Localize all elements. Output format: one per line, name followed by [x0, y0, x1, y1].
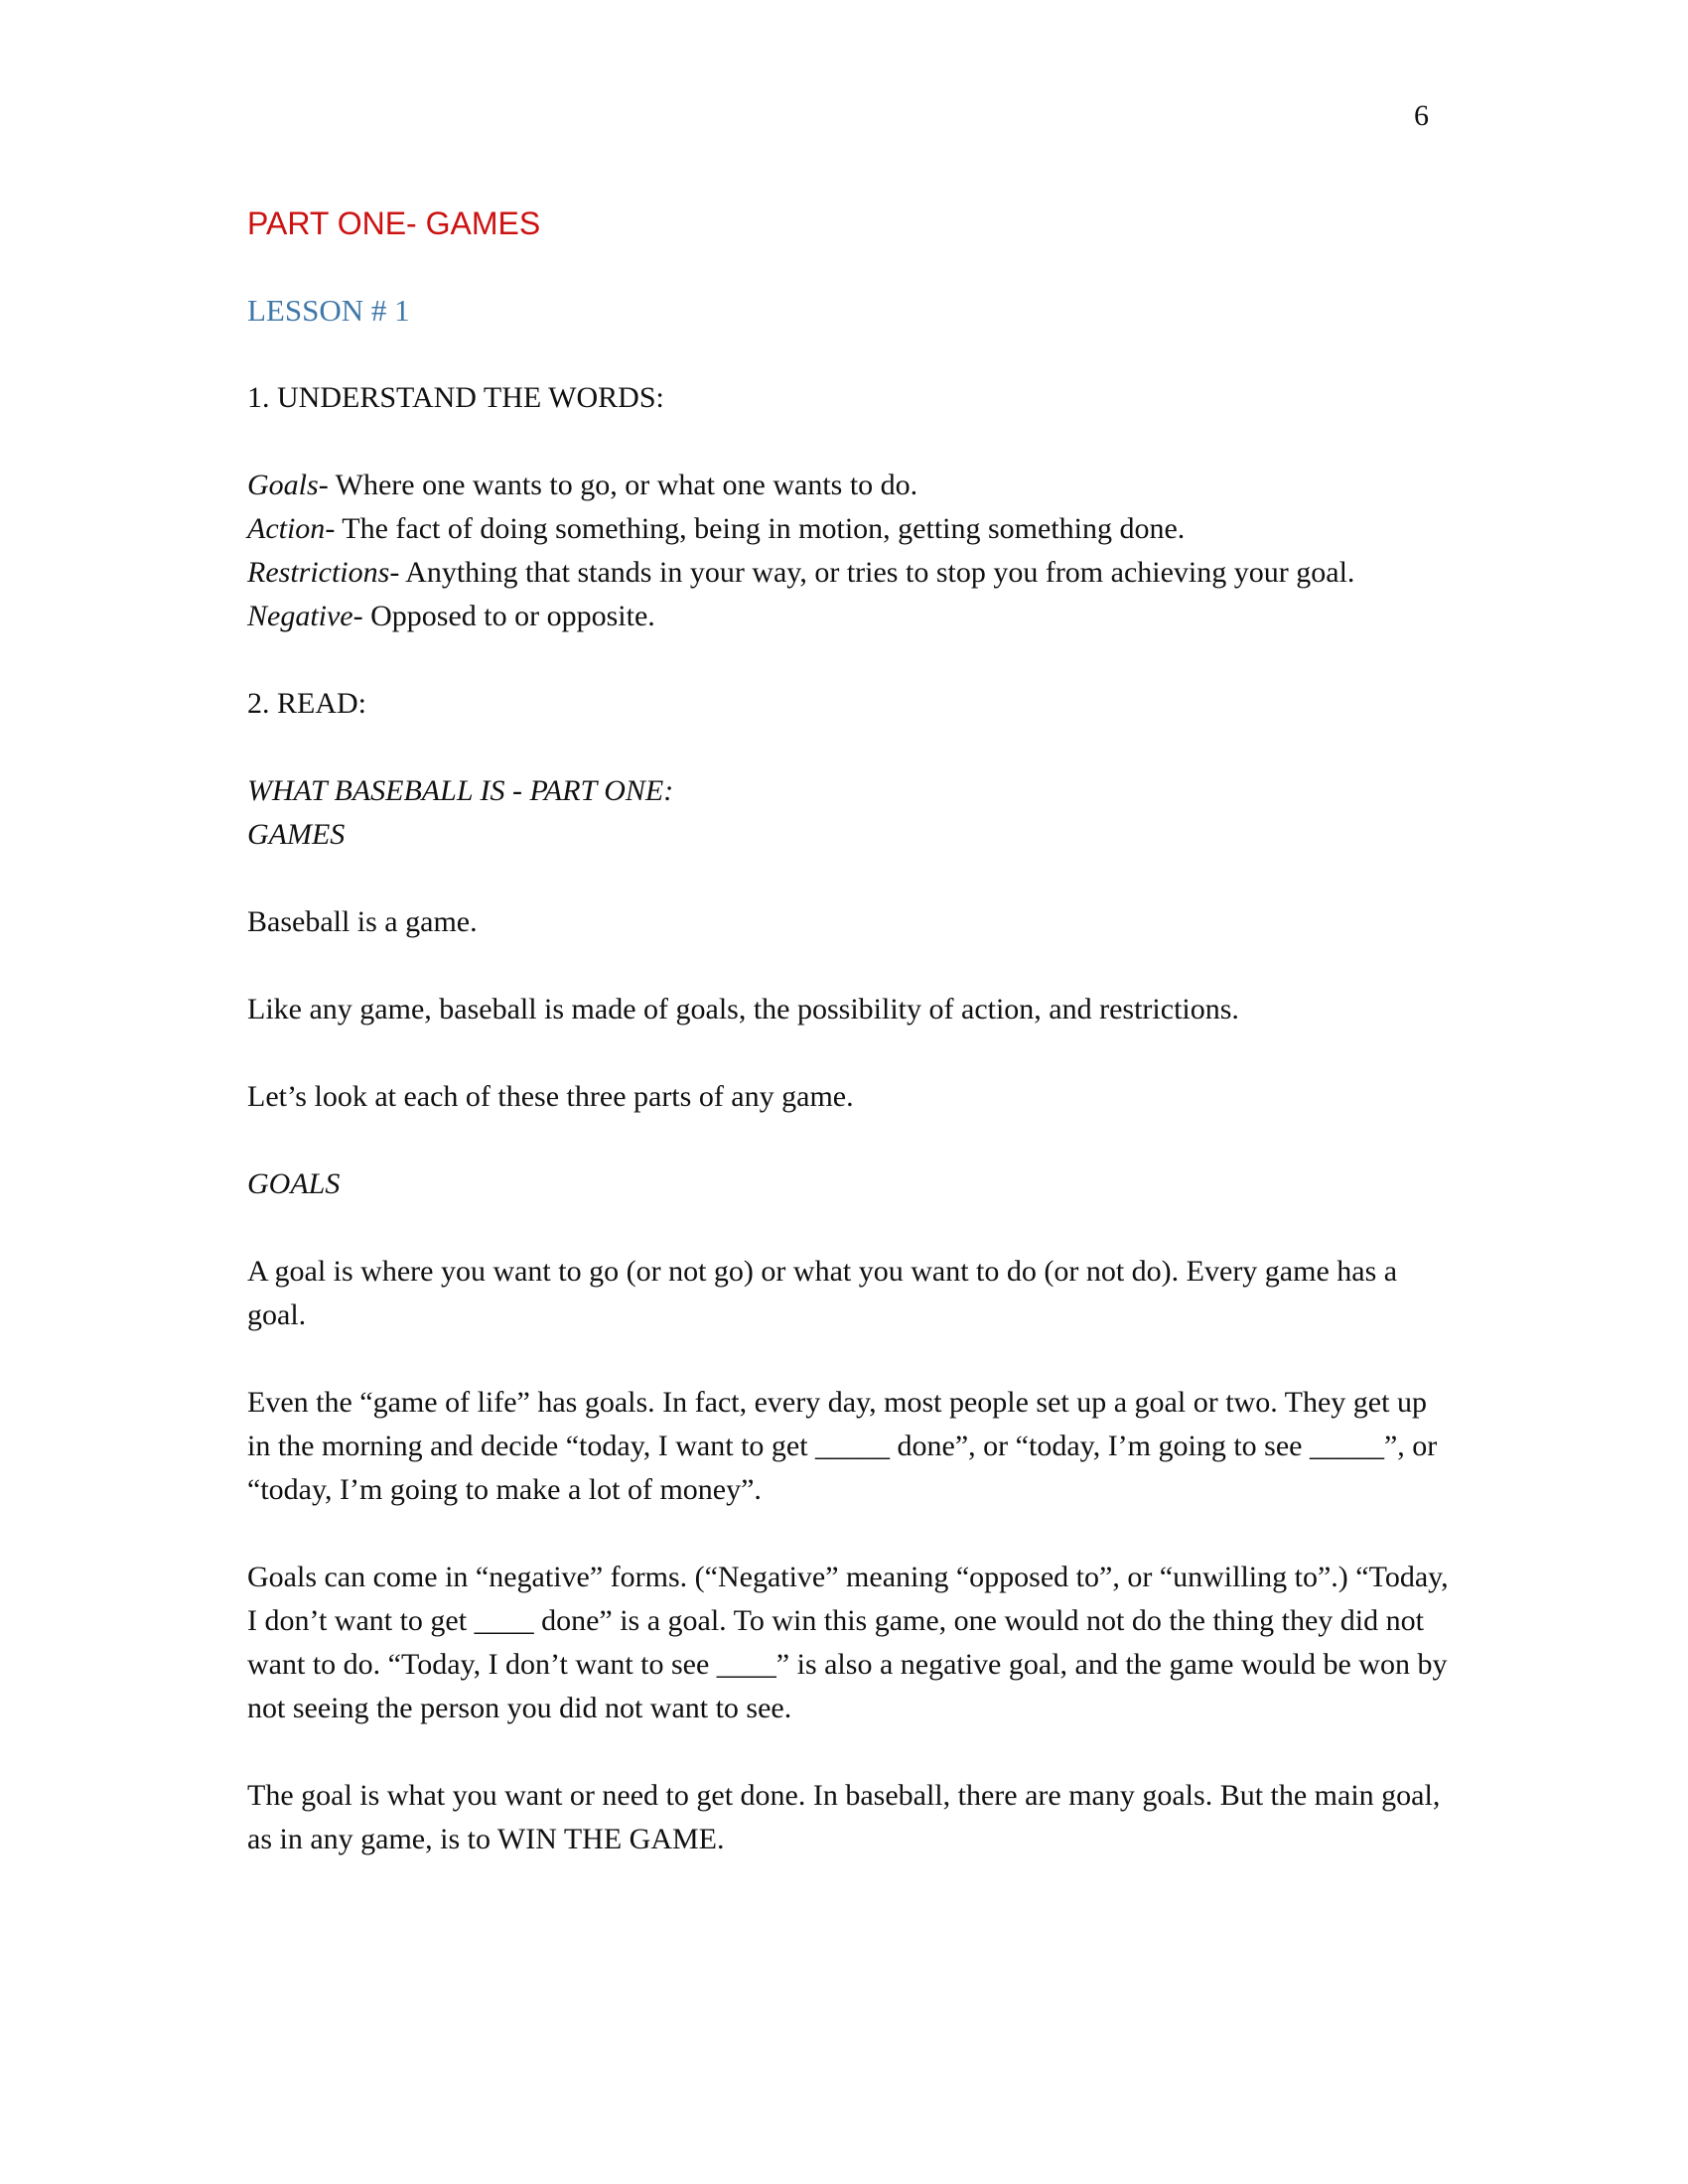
section-heading-read: 2. READ:: [247, 687, 366, 720]
definition-text: - The fact of doing something, being in motion, getting something done.: [325, 512, 1186, 545]
paragraph-7: The goal is what you want or need to get done. In baseball, there are many goals. But the main goal, as in any game, is to WIN THE GAME.: [247, 1779, 1441, 1855]
part-heading: PART ONE- GAMES: [247, 205, 541, 241]
paragraph-5: Even the “game of life” has goals. In fact, every day, most people set up a goal or two. They get up in the morning and decide “today, I want to get _____ done”, or “today, I’m going to see _____”, or “today, I’m going to make a lot of money”.: [247, 1386, 1438, 1506]
paragraph-1: Baseball is a game.: [247, 905, 478, 938]
definition-restrictions: [247, 551, 1449, 595]
lesson-heading: LESSON # 1: [247, 293, 410, 328]
definition-action: [247, 507, 1449, 551]
paragraph-6: Goals can come in “negative” forms. (“Negative” meaning “opposed to”, or “unwilling to”.) “Today, I don’t want to get ____ done” is a goal. To win this game, one would not do the thing they did not want to do. “Today, I don’t want to see ____” is also a negative goal, and the game would be won by not seeing the person you did not want to see.: [247, 1561, 1449, 1724]
reading-title-line-1: WHAT BASEBALL IS - PART ONE:: [247, 774, 674, 807]
page-content: [247, 202, 1449, 1905]
definition-text: - Anything that stands in your way, or tries to stop you from achieving your goal.: [389, 556, 1355, 589]
definition-text: - Opposed to or opposite.: [352, 600, 655, 632]
definition-term: Goals: [247, 469, 319, 501]
page-number: 6: [1414, 99, 1429, 132]
definition-text: - Where one wants to go, or what one wants to do.: [318, 469, 918, 501]
definition-term: Action: [247, 512, 326, 545]
reading-title-line-2: GAMES: [247, 818, 346, 851]
definition-term: Negative: [247, 600, 353, 632]
definitions-list: [247, 464, 1449, 638]
paragraph-2: Like any game, baseball is made of goals, the possibility of action, and restrictions.: [247, 993, 1239, 1025]
definition-goals: [247, 464, 1449, 507]
section-heading-understand-words: 1. UNDERSTAND THE WORDS:: [247, 381, 664, 414]
paragraph-4: A goal is where you want to go (or not go) or what you want to do (or not do). Every game has a goal.: [247, 1255, 1398, 1331]
paragraph-3: Let’s look at each of these three parts of any game.: [247, 1080, 854, 1113]
goals-subheading: GOALS: [247, 1167, 341, 1200]
reading-title: [247, 769, 1449, 857]
definition-term: Restrictions: [247, 556, 390, 589]
definition-negative: [247, 595, 1449, 638]
